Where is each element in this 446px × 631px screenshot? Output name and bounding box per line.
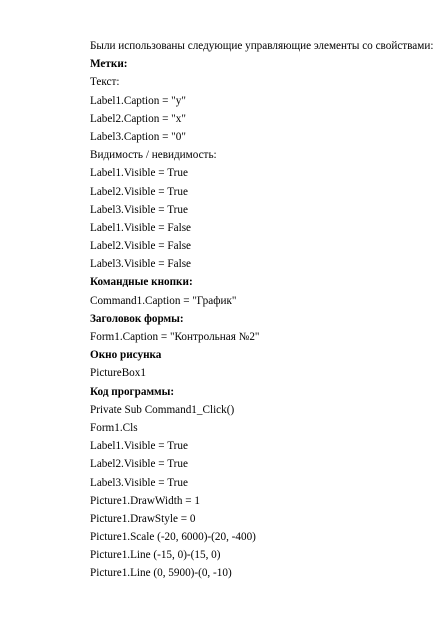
text-line: Label1.Visible = False — [90, 221, 192, 234]
text-line: Form1.Caption = "Контрольная №2" — [90, 331, 260, 343]
labels-heading: Метки: — [90, 58, 128, 71]
text-line: Label3.Visible = False — [90, 258, 192, 271]
text-line: Label3.Visible = True — [90, 203, 188, 216]
text-line: Label3.Caption = "0" — [90, 130, 186, 143]
text-line: Command1.Caption = "График" — [90, 294, 237, 307]
code-line: Form1.Cls — [90, 421, 138, 434]
code-line: Label3.Visible = True — [90, 476, 188, 489]
text-line: Label2.Visible = False — [90, 240, 192, 253]
visibility-subheading: Видимость / невидимость: — [90, 149, 217, 162]
program-code-heading: Код программы: — [90, 385, 175, 398]
command-buttons-heading: Командные кнопки: — [90, 276, 193, 289]
text-line: Label1.Visible = True — [90, 167, 188, 180]
text-line: Label1.Caption = "y" — [90, 94, 186, 107]
code-line: Label2.Visible = True — [90, 458, 188, 471]
code-line: Picture1.DrawWidth = 1 — [90, 494, 200, 507]
text-line: PictureBox1 — [90, 367, 146, 380]
code-line: Picture1.Line (-15, 0)-(15, 0) — [90, 549, 221, 562]
code-line: Picture1.DrawStyle = 0 — [90, 512, 196, 525]
text-line: Label2.Visible = True — [90, 185, 188, 198]
document-body — [90, 37, 440, 583]
text-subheading: Текст: — [90, 76, 120, 89]
form-title-heading: Заголовок формы: — [90, 312, 184, 325]
picture-window-heading: Окно рисунка — [90, 349, 162, 362]
code-line: Picture1.Scale (-20, 6000)-(20, -400) — [90, 531, 256, 544]
intro-line: Были использованы следующие управляющие элементы со свойствами: — [90, 40, 434, 52]
code-line: Picture1.Line (0, 5900)-(0, -10) — [90, 567, 232, 580]
code-line: Private Sub Command1_Click() — [90, 403, 235, 416]
code-line: Label1.Visible = True — [90, 440, 188, 453]
text-line: Label2.Caption = "x" — [90, 112, 186, 125]
